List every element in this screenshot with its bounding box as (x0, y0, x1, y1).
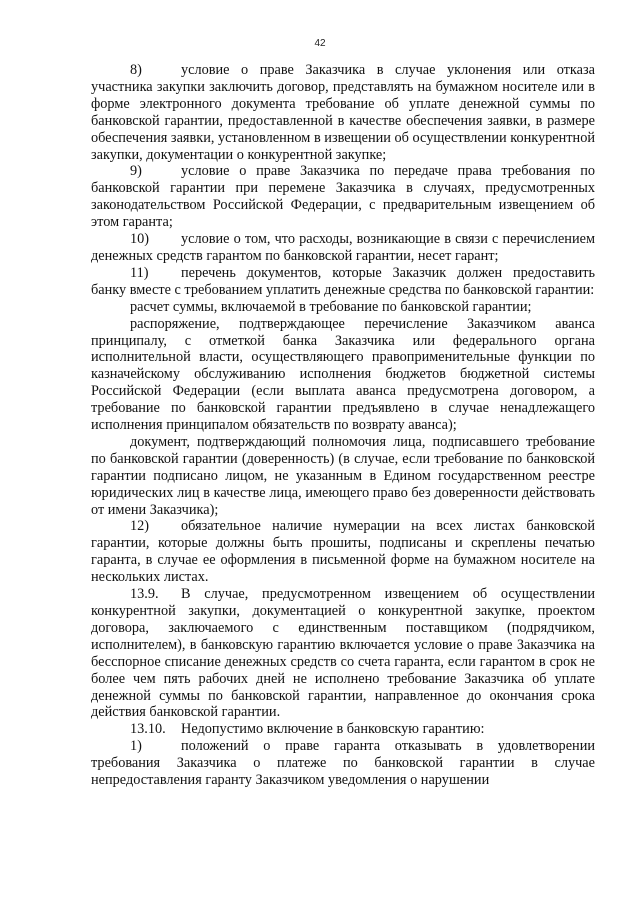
item-number: 9) (130, 163, 142, 180)
paragraph-text: условие о том, что расходы, возникающие в связи с перечислением денежных средств гарантом по банковской гарантии, несет гарант; (91, 231, 595, 264)
section-number: 13.9. (130, 586, 159, 603)
item-number: 8) (130, 62, 142, 78)
paragraph-text: В случае, предусмотренном извещением об осуществлении конкурентной закупки, документацией о конкурентной закупке, проектом договора, заключаемого с единственным поставщиком (подрядчиком, исполнителем), в банковскую гарантию включается условие о праве Заказчика на бесспорное списание денежных средств со счета гаранта, если гарантом в срок не более чем пять рабочих дней не исполнено требование Заказчика об уплате денежной суммы по банковской гарантии, направленное до окончания срока действия банковской гарантии. (91, 586, 595, 721)
paragraph-text: распоряжение, подтверждающее перечисление Заказчиком аванса принципалу, с отметкой банка Заказчика или федерального органа исполнительной власти, осуществляющего правоприменительные функции по казначейскому обслуживанию исполнения бюджетов бюджетной системы Российской Федерации (если выплата аванса предусмотрена договором, а требование по банковской гарантии предъявлено в случае ненадлежащего исполнения принципалом обязательств по возврату аванса); (91, 315, 595, 434)
paragraph-text: Недопустимо включение в банковскую гарантию: (181, 721, 485, 738)
paragraph-section-13-9 (91, 586, 595, 721)
paragraph-text: условие о праве Заказчика по передаче права требования по банковской гарантии при перемене Заказчика в случаях, предусмотренных законодательством Российской Федерации, с предварительным извещением об этом гаранта; (91, 163, 595, 231)
paragraph-amount-calculation (91, 299, 595, 316)
item-number: 10) (130, 231, 150, 248)
paragraph-text: расчет суммы, включаемой в требование по банковской гарантии; (130, 298, 532, 315)
paragraph-item-11 (91, 265, 595, 299)
paragraph-text: перечень документов, которые Заказчик должен предоставить банку вместе с требованием уплатить денежные средства по банковской гарантии: (91, 264, 595, 298)
paragraph-advance-order (91, 316, 595, 434)
document-body (91, 62, 595, 789)
paragraph-text: условие о праве Заказчика в случае уклонения или отказа участника закупки заключить договор, представлять на бумажном носителе или в форме электронного документа требование об уплате денежной суммы по банковской гарантии, предоставленной в качестве обеспечения заявки, в размере обеспечения заявки, установленном в извещении об осуществлении конкурентной закупки, документации о конкурентной закупке; (91, 62, 595, 163)
item-number: 11) (130, 264, 149, 281)
paragraph-text: документ, подтверждающий полномочия лица, подписавшего требование по банковской гарантии (доверенность) (в случае, если требование по банковской гарантии подписано лицом, не указанным в Едином государственном реестре юридических лиц в качестве лица, имеющего право без доверенности действовать от имени Заказчика); (91, 433, 595, 518)
paragraph-item-8 (91, 62, 595, 163)
item-number: 1) (130, 738, 142, 755)
paragraph-text: обязательное наличие нумерации на всех листах банковской гарантии, которые должны быть прошиты, подписаны и скреплены печатью гаранта, в случае ее оформления в письменной форме на бумажном носителе на нескольких листах. (91, 518, 595, 586)
paragraph-item-1 (91, 738, 595, 789)
item-number: 12) (130, 518, 150, 535)
paragraph-authority-document (91, 434, 595, 519)
section-number: 13.10. (130, 721, 166, 738)
paragraph-item-10 (91, 231, 595, 265)
paragraph-item-12 (91, 518, 595, 586)
paragraph-section-13-10 (91, 721, 595, 738)
page-number: 42 (314, 38, 326, 49)
paragraph-text: положений о праве гаранта отказывать в удовлетворении требования Заказчика о платеже по банковской гарантии в случае непредоставления гаранту Заказчиком уведомления о нарушении (91, 738, 595, 789)
paragraph-item-9 (91, 163, 595, 231)
